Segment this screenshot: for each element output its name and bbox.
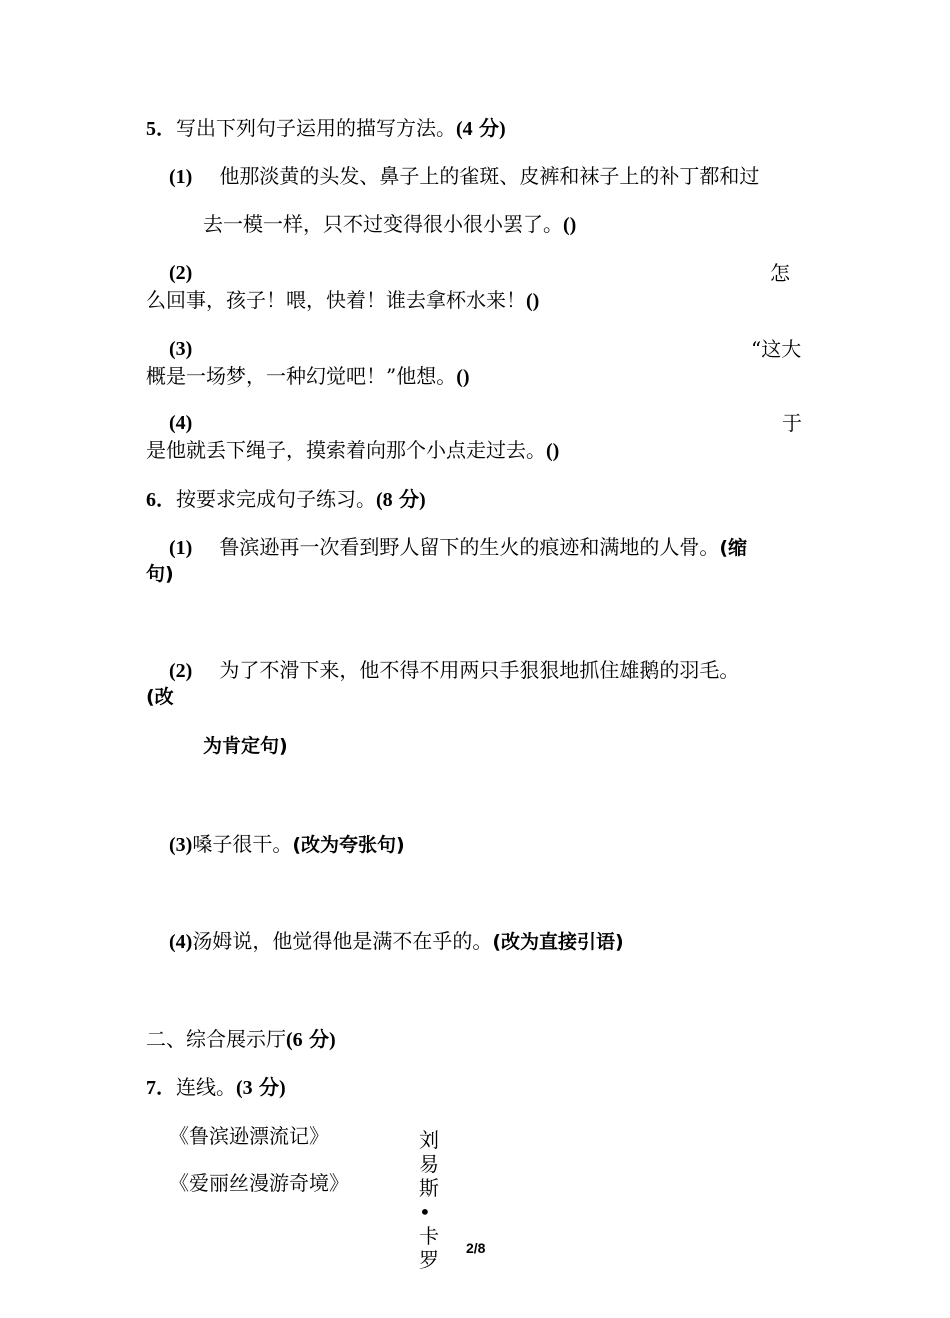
q7-score: (3 — [236, 1077, 253, 1099]
q7-author-vertical[interactable] — [419, 1128, 445, 1272]
q6-text: 按要求完成句子练习。 — [176, 487, 376, 511]
q6-item-4-number: (4) — [169, 931, 193, 953]
q6-score-unit: 分) — [399, 489, 426, 511]
section2-score: (6 — [286, 1029, 303, 1051]
q5-item-1-number: (1) — [169, 166, 193, 188]
q6-score: (8 — [376, 489, 393, 511]
q5-item-3-cont — [146, 366, 470, 387]
q6-item-4-text: 汤姆说，他觉得他是满不在乎的。 — [192, 929, 493, 953]
q5-item-4-number: (4) — [169, 412, 193, 434]
page-number: 2/8 — [466, 1240, 486, 1256]
section2-score-unit: 分) — [309, 1029, 336, 1051]
q5-item-3-tail: “这大 — [751, 337, 802, 361]
q5-item-2-cont — [146, 290, 539, 311]
q6-item-2-number: (2) — [169, 660, 193, 682]
q6-item-3-number: (3) — [169, 834, 193, 856]
q6-item-1-req: (缩 — [719, 537, 748, 559]
q7-book-1[interactable]: 《鲁滨逊漂流记》 — [169, 1124, 329, 1148]
q6-item-4-req: (改为直接引语) — [492, 931, 624, 953]
q6-item-1-number: (1) — [169, 537, 193, 559]
q7-number: 7 — [146, 1077, 156, 1099]
q6-item-2 — [169, 660, 739, 681]
section2-heading — [146, 1029, 336, 1050]
q5-item-4-cont — [146, 440, 559, 461]
q7-author-char-1: 刘 — [419, 1128, 439, 1152]
q5-item-3-line2: 概是一场梦，一种幻觉吧！”他想。 — [146, 364, 457, 388]
q5-item-1-line1: 他那淡黄的头发、鼻子上的雀斑、皮裤和袜子上的补丁都和过 — [219, 164, 760, 188]
q5-score-unit: 分) — [479, 118, 506, 140]
q5-item-2-number: (2) — [169, 262, 193, 284]
q7-author-char-2: 易 — [419, 1152, 439, 1176]
q6-item-1 — [169, 537, 747, 558]
q6-item-2-req-cont: 为肯定句) — [203, 735, 288, 757]
q5-text: 写出下列句子运用的描写方法。 — [176, 116, 456, 140]
q5-item-4-line2: 是他就丢下绳子，摸索着向那个小点走过去。 — [146, 438, 546, 462]
q7-score-unit: 分) — [259, 1077, 286, 1099]
q6-item-3 — [169, 834, 405, 855]
q5-item-2-tail: 怎 — [770, 261, 790, 285]
q5-item-1-line2: 去一模一样，只不过变得很小很小罢了。 — [203, 212, 563, 236]
q6-number: 6 — [146, 489, 156, 511]
q6-item-4 — [169, 931, 624, 952]
q5-item-3-blank[interactable]: () — [456, 366, 470, 388]
q6-item-2-req: (改 — [146, 686, 174, 708]
q7-author-char-4: 卡 — [419, 1224, 439, 1248]
q7-heading: 7．连线。(3 分) — [146, 1075, 286, 1099]
q5-item-4-tail: 于 — [782, 411, 802, 435]
q7-author-char-5: 罗 — [419, 1248, 439, 1272]
q6-item-3-req: (改为夸张句) — [292, 834, 405, 856]
q5-item-1-blank[interactable]: () — [563, 214, 577, 236]
q6-heading: 6．按要求完成句子练习。(8 分) — [146, 487, 426, 511]
section2-title: 二、综合展示厅 — [146, 1027, 286, 1051]
q5-item-1 — [169, 166, 759, 187]
q5-item-2-blank[interactable]: () — [526, 290, 540, 312]
q6-item-1-text: 鲁滨逊再一次看到野人留下的生火的痕迹和满地的人骨。 — [219, 535, 720, 559]
q5-number: 5 — [146, 118, 156, 140]
q5-score: (4 — [456, 118, 473, 140]
q5-item-3-number: (3) — [169, 338, 193, 360]
q5-item-1-cont — [203, 214, 576, 235]
q6-item-2-text: 为了不滑下来，他不得不用两只手狠狠地抓住雄鹅的羽毛。 — [219, 658, 740, 682]
q5-heading: 5．写出下列句子运用的描写方法。(4 分) — [146, 116, 506, 140]
q7-author-char-3: 斯• — [419, 1176, 439, 1224]
q7-text: 连线。 — [176, 1075, 236, 1099]
q5-item-2-line2: 么回事，孩子！喂，快着！谁去拿杯水来！ — [146, 288, 526, 312]
q6-item-1-req-cont: 句) — [146, 563, 174, 585]
q7-book-2[interactable]: 《爱丽丝漫游奇境》 — [169, 1171, 349, 1195]
q5-item-4-blank[interactable]: () — [546, 440, 560, 462]
q6-item-3-text: 嗓子很干。 — [192, 832, 293, 856]
